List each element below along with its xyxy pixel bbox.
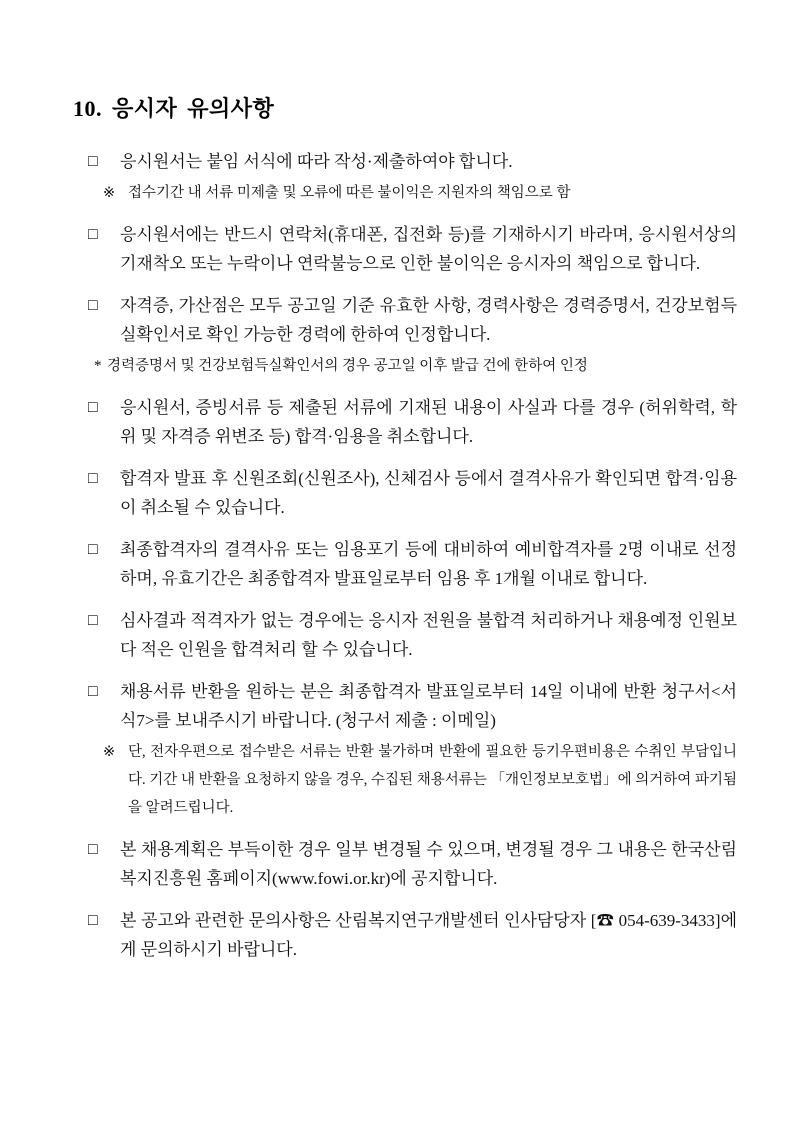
notice-text: 접수기간 내 서류 미제출 및 오류에 따른 불이익은 지원자의 책임으로 함 (128, 185, 571, 201)
checkbox-marker: □ (88, 226, 98, 243)
notice-subnote (103, 738, 737, 822)
notice-text: 응시원서에는 반드시 연락처(휴대폰, 집전화 등)를 기재하시기 바라며, 응시원서상의 기재착오 또는 누락이나 연락불능으로 인한 불이익은 응시자의 책임으로 합니다. (120, 225, 737, 273)
notice-item (88, 147, 737, 176)
note-marker: ※ (103, 185, 116, 201)
checkbox-marker: □ (88, 470, 98, 487)
notice-item (88, 291, 737, 349)
notice-subnote (94, 352, 737, 380)
notice-item (88, 535, 737, 593)
notice-item (88, 677, 737, 735)
notice-text: 최종합격자의 결격사유 또는 임용포기 등에 대비하여 예비합격자를 2명 이내로 선정하며, 유효기간은 최종합격자 발표일로부터 임용 후 1개월 이내로 합니다. (120, 540, 737, 588)
section-title: 10. 응시자 유의사항 (73, 96, 275, 121)
checkbox-marker: □ (88, 297, 98, 314)
notice-list (73, 147, 737, 964)
notice-item (88, 606, 737, 664)
checkbox-marker: □ (88, 683, 98, 700)
notice-item (88, 393, 737, 451)
notice-item (88, 464, 737, 522)
notice-text: 본 채용계획은 부득이한 경우 일부 변경될 수 있으며, 변경될 경우 그 내용은 한국산림복지진흥원 홈페이지(www.fowi.or.kr)에 공지합니다. (120, 840, 737, 888)
notice-text: 심사결과 적격자가 없는 경우에는 응시자 전원을 불합격 처리하거나 채용예정 인원보다 적은 인원을 합격처리 할 수 있습니다. (120, 611, 737, 659)
checkbox-marker: □ (88, 612, 98, 629)
checkbox-marker: □ (88, 841, 98, 858)
note-marker: ※ (103, 744, 116, 760)
checkbox-marker: □ (88, 153, 98, 170)
notice-text: 경력증명서 및 건강보험득실확인서의 경우 공고일 이후 발급 건에 한하여 인정 (107, 358, 588, 374)
notice-text: 응시원서는 붙임 서식에 따라 작성·제출하여야 합니다. (120, 152, 513, 171)
notice-subnote (103, 179, 737, 207)
notice-text: 단, 전자우편으로 접수받은 서류는 반환 불가하며 반환에 필요한 등기우편비용은 수취인 부담입니다. 기간 내 반환을 요청하지 않을 경우, 수집된 채용서류는 「개인정보보호법」에 의거하여 파기됨을 알려드립니다. (128, 744, 737, 816)
notice-text: 본 공고와 관련한 문의사항은 산림복지연구개발센터 인사담당자 [☎ 054-639-3433]에게 문의하시기 바랍니다. (120, 911, 737, 959)
notice-item (88, 906, 737, 964)
notice-text: 합격자 발표 후 신원조회(신원조사), 신체검사 등에서 결격사유가 확인되면 합격·임용이 취소될 수 있습니다. (120, 469, 737, 517)
notice-text: 응시원서, 증빙서류 등 제출된 서류에 기재된 내용이 사실과 다를 경우 (허위학력, 학위 및 자격증 위변조 등) 합격·임용을 취소합니다. (120, 398, 737, 446)
notice-text: 채용서류 반환을 원하는 분은 최종합격자 발표일로부터 14일 이내에 반환 청구서<서식7>를 보내주시기 바랍니다. (청구서 제출 : 이메일) (120, 682, 737, 730)
note-marker: * (94, 358, 102, 374)
checkbox-marker: □ (88, 541, 98, 558)
checkbox-marker: □ (88, 912, 98, 929)
checkbox-marker: □ (88, 399, 98, 416)
notice-item (88, 220, 737, 278)
notice-item (88, 835, 737, 893)
notice-text: 자격증, 가산점은 모두 공고일 기준 유효한 사항, 경력사항은 경력증명서, 건강보험득실확인서로 확인 가능한 경력에 한하여 인정합니다. (120, 296, 737, 344)
